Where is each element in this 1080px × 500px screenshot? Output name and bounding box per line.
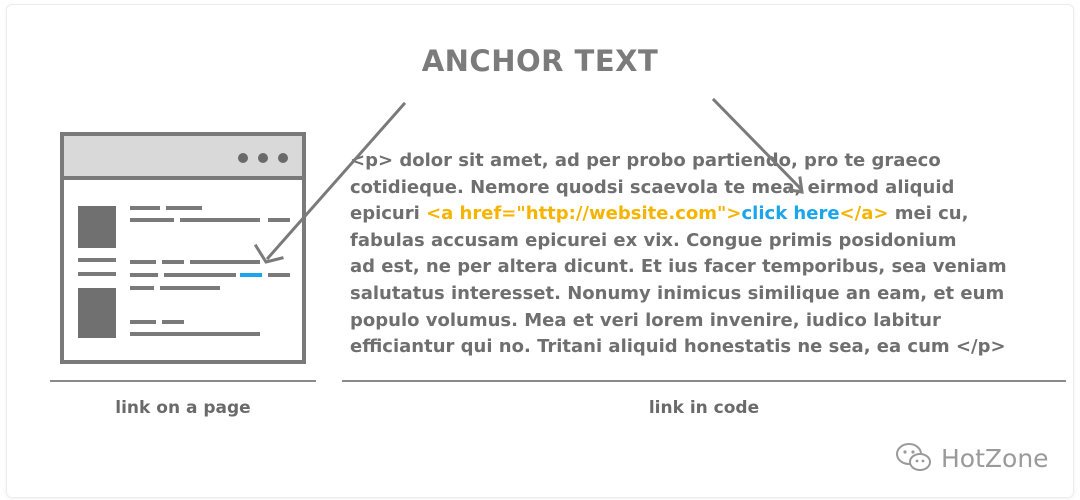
code-text: mei cu, xyxy=(888,203,969,225)
watermark-text: HotZone xyxy=(941,443,1049,473)
code-line: <p> dolor sit amet, ad per probo partiendo, pro te graeco xyxy=(350,150,941,171)
arrow-to-anchor-text xyxy=(714,100,800,188)
code-line: efficiantur qui no. Tritani aliquid honestatis ne sea, ea cum </p> xyxy=(350,336,1006,358)
caption-link-on-page: link on a page xyxy=(115,398,251,418)
code-line: populo volumus. Mea et veri lorem invenire, iudico labitur xyxy=(350,309,941,331)
divider-line xyxy=(342,380,1066,382)
anchor-open-tag: <a href="http://website.com"> xyxy=(426,203,742,225)
anchor-close-tag: </a> xyxy=(839,203,889,225)
caption-link-in-code: link in code xyxy=(648,398,760,418)
divider-line xyxy=(50,380,316,382)
code-line: cotidieque. Nemore quodsi scaevola te mea, eirmod aliquid xyxy=(350,176,955,198)
wechat-icon xyxy=(895,442,933,474)
diagram-title: ANCHOR TEXT xyxy=(421,44,659,78)
arrow-to-page-link xyxy=(268,104,404,258)
watermark xyxy=(895,440,1049,476)
code-text: epicuri xyxy=(350,203,427,225)
code-line: ad est, ne per altera dicunt. Et ius facer temporibus, sea veniam xyxy=(350,256,1007,278)
anchor-text: click here xyxy=(741,203,840,225)
code-line: salutatus interesset. Nonumy inimicus similique an eam, et eum xyxy=(350,282,1005,304)
code-line: fabulas accusam epicurei ex vix. Congue primis posidonium xyxy=(350,229,957,251)
